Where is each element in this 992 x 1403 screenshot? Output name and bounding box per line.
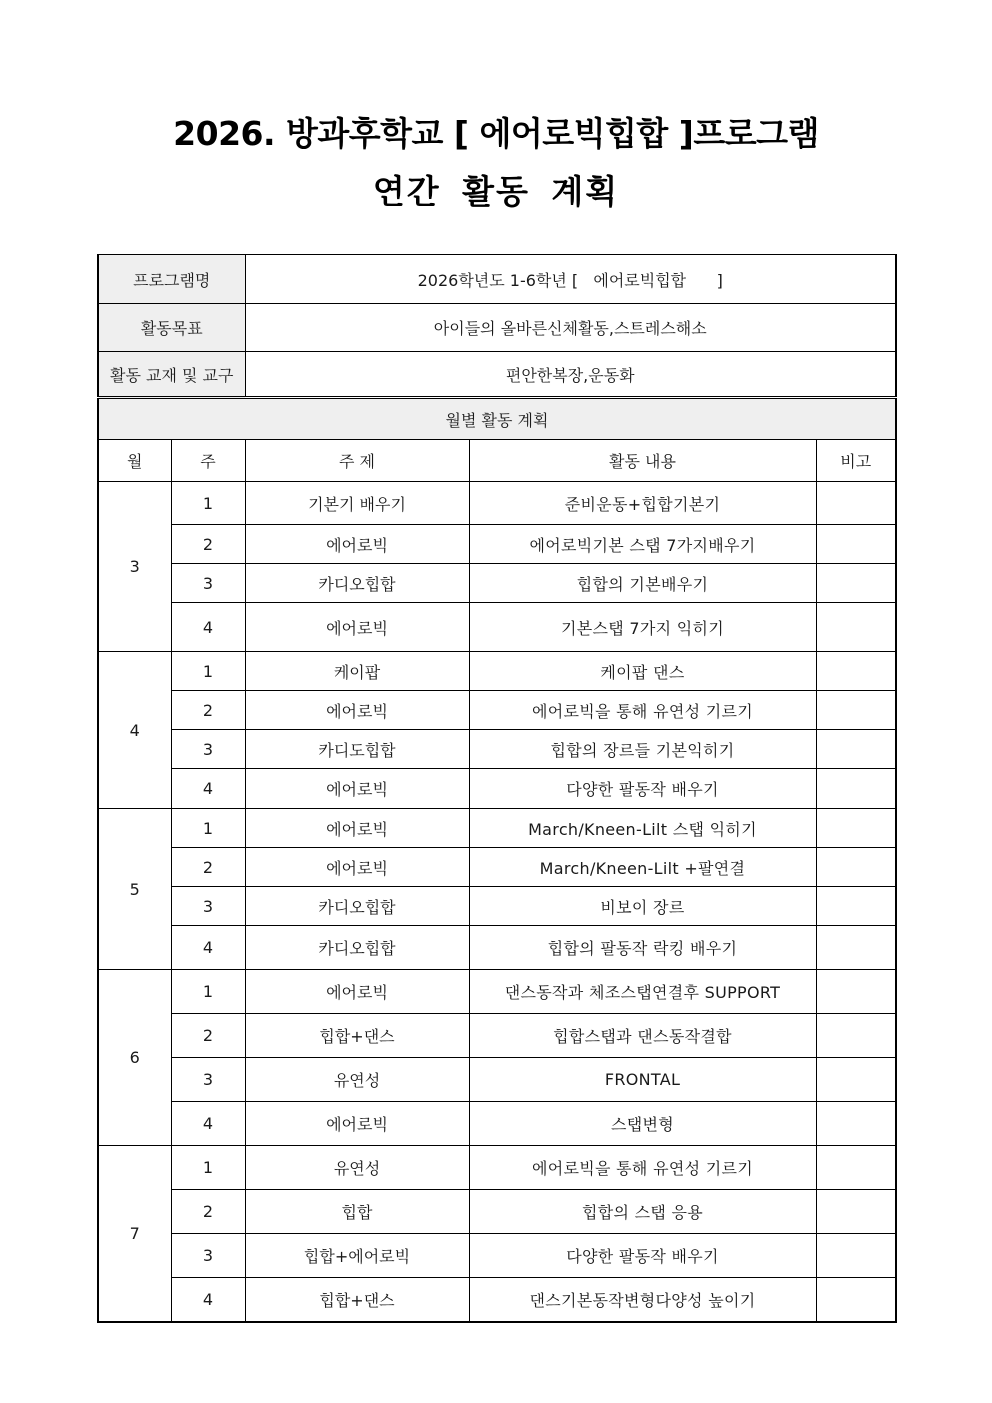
topic-cell: 에어로빅 <box>245 603 469 652</box>
table-row <box>98 564 896 603</box>
annual-plan-table <box>97 254 897 1323</box>
content-cell: 케이팝 댄스 <box>469 652 816 691</box>
topic-cell: 힙합 <box>245 1190 469 1234</box>
note-cell <box>816 970 896 1014</box>
note-cell <box>816 525 896 564</box>
note-cell <box>816 1146 896 1190</box>
note-cell <box>816 603 896 652</box>
topic-cell: 힙합+에어로빅 <box>245 1234 469 1278</box>
note-cell <box>816 1234 896 1278</box>
table-row <box>98 691 896 730</box>
note-cell <box>816 769 896 809</box>
header-content: 활동 내용 <box>469 440 816 482</box>
table-row <box>98 525 896 564</box>
program-name-row <box>98 255 896 304</box>
content-cell: March/Kneen-Lilt 스탭 익히기 <box>469 809 816 848</box>
month-cell: 3 <box>98 482 171 652</box>
content-cell: 스탭변형 <box>469 1102 816 1146</box>
content-cell: 준비운동+힙합기본기 <box>469 482 816 525</box>
topic-cell: 카디도힙합 <box>245 730 469 769</box>
topic-cell: 에어로빅 <box>245 525 469 564</box>
materials-value: 편안한복장,운동화 <box>245 352 896 398</box>
topic-cell: 카디오힙합 <box>245 564 469 603</box>
topic-cell: 에어로빅 <box>245 769 469 809</box>
materials-label: 활동 교재 및 교구 <box>98 352 245 398</box>
topic-cell: 카디오힙합 <box>245 887 469 926</box>
table-row <box>98 730 896 769</box>
topic-cell: 케이팝 <box>245 652 469 691</box>
table-row <box>98 1146 896 1190</box>
goal-value: 아이들의 올바른신체활동,스트레스해소 <box>245 304 896 352</box>
content-cell: 에어로빅기본 스탭 7가지배우기 <box>469 525 816 564</box>
column-header-row <box>98 440 896 482</box>
month-cell: 6 <box>98 970 171 1146</box>
month-cell: 4 <box>98 652 171 809</box>
goal-row <box>98 304 896 352</box>
week-cell: 1 <box>171 970 245 1014</box>
section-title-row <box>98 398 896 440</box>
table-row <box>98 1234 896 1278</box>
month-cell: 7 <box>98 1146 171 1322</box>
table-row <box>98 848 896 887</box>
content-cell: 힙합의 기본배우기 <box>469 564 816 603</box>
header-topic: 주 제 <box>245 440 469 482</box>
week-cell: 1 <box>171 809 245 848</box>
header-week: 주 <box>171 440 245 482</box>
header-month: 월 <box>98 440 171 482</box>
week-cell: 2 <box>171 848 245 887</box>
table-row <box>98 482 896 525</box>
topic-cell: 에어로빅 <box>245 809 469 848</box>
document-subtitle: 연간 활동 계획 <box>372 172 620 211</box>
table-row <box>98 652 896 691</box>
week-cell: 3 <box>171 1234 245 1278</box>
note-cell <box>816 1190 896 1234</box>
week-cell: 1 <box>171 1146 245 1190</box>
topic-cell: 힙합+댄스 <box>245 1278 469 1322</box>
topic-cell: 유연성 <box>245 1058 469 1102</box>
content-cell: 에어로빅을 통해 유연성 기르기 <box>469 691 816 730</box>
week-cell: 3 <box>171 1058 245 1102</box>
topic-cell: 기본기 배우기 <box>245 482 469 525</box>
week-cell: 1 <box>171 482 245 525</box>
note-cell <box>816 730 896 769</box>
week-cell: 2 <box>171 1190 245 1234</box>
note-cell <box>816 809 896 848</box>
table-row <box>98 1014 896 1058</box>
materials-row <box>98 352 896 398</box>
content-cell: 댄스기본동작변형다양성 높이기 <box>469 1278 816 1322</box>
topic-cell: 에어로빅 <box>245 1102 469 1146</box>
week-cell: 2 <box>171 691 245 730</box>
note-cell <box>816 848 896 887</box>
content-cell: March/Kneen-Lilt +팔연결 <box>469 848 816 887</box>
content-cell: 힙합의 스탭 응용 <box>469 1190 816 1234</box>
week-cell: 1 <box>171 652 245 691</box>
section-title: 월별 활동 계획 <box>98 398 896 440</box>
week-cell: 4 <box>171 1102 245 1146</box>
program-name-label: 프로그램명 <box>98 255 245 304</box>
program-name-value: 2026학년도 1-6학년 [ 에어로빅힙합 ] <box>245 255 896 304</box>
content-cell: 다양한 팔동작 배우기 <box>469 1234 816 1278</box>
week-cell: 3 <box>171 887 245 926</box>
content-cell: 에어로빅을 통해 유연성 기르기 <box>469 1146 816 1190</box>
content-cell: 힙합스탭과 댄스동작결합 <box>469 1014 816 1058</box>
content-cell: FRONTAL <box>469 1058 816 1102</box>
note-cell <box>816 1058 896 1102</box>
week-cell: 4 <box>171 926 245 970</box>
goal-label: 활동목표 <box>98 304 245 352</box>
topic-cell: 에어로빅 <box>245 848 469 887</box>
note-cell <box>816 482 896 525</box>
document-title: 2026. 방과후학교 [ 에어로빅힙합 ]프로그램 <box>173 114 819 153</box>
content-cell: 기본스탭 7가지 익히기 <box>469 603 816 652</box>
topic-cell: 에어로빅 <box>245 691 469 730</box>
table-row <box>98 926 896 970</box>
table-row <box>98 1278 896 1322</box>
table-row <box>98 1102 896 1146</box>
week-cell: 4 <box>171 1278 245 1322</box>
content-cell: 힙합의 장르들 기본익히기 <box>469 730 816 769</box>
week-cell: 3 <box>171 730 245 769</box>
month-cell: 5 <box>98 809 171 970</box>
content-cell: 비보이 장르 <box>469 887 816 926</box>
week-cell: 2 <box>171 525 245 564</box>
week-cell: 2 <box>171 1014 245 1058</box>
topic-cell: 힙합+댄스 <box>245 1014 469 1058</box>
topic-cell: 카디오힙합 <box>245 926 469 970</box>
note-cell <box>816 887 896 926</box>
week-cell: 4 <box>171 603 245 652</box>
table-row <box>98 809 896 848</box>
table-row <box>98 1058 896 1102</box>
table-row <box>98 603 896 652</box>
topic-cell: 유연성 <box>245 1146 469 1190</box>
note-cell <box>816 1278 896 1322</box>
week-cell: 4 <box>171 769 245 809</box>
topic-cell: 에어로빅 <box>245 970 469 1014</box>
content-cell: 다양한 팔동작 배우기 <box>469 769 816 809</box>
content-cell: 힙합의 팔동작 락킹 배우기 <box>469 926 816 970</box>
note-cell <box>816 691 896 730</box>
note-cell <box>816 1102 896 1146</box>
content-cell: 댄스동작과 체조스탭연결후 SUPPORT <box>469 970 816 1014</box>
table-row <box>98 887 896 926</box>
table-row <box>98 970 896 1014</box>
header-note: 비고 <box>816 440 896 482</box>
note-cell <box>816 926 896 970</box>
note-cell <box>816 1014 896 1058</box>
week-cell: 3 <box>171 564 245 603</box>
note-cell <box>816 564 896 603</box>
table-row <box>98 769 896 809</box>
note-cell <box>816 652 896 691</box>
table-row <box>98 1190 896 1234</box>
